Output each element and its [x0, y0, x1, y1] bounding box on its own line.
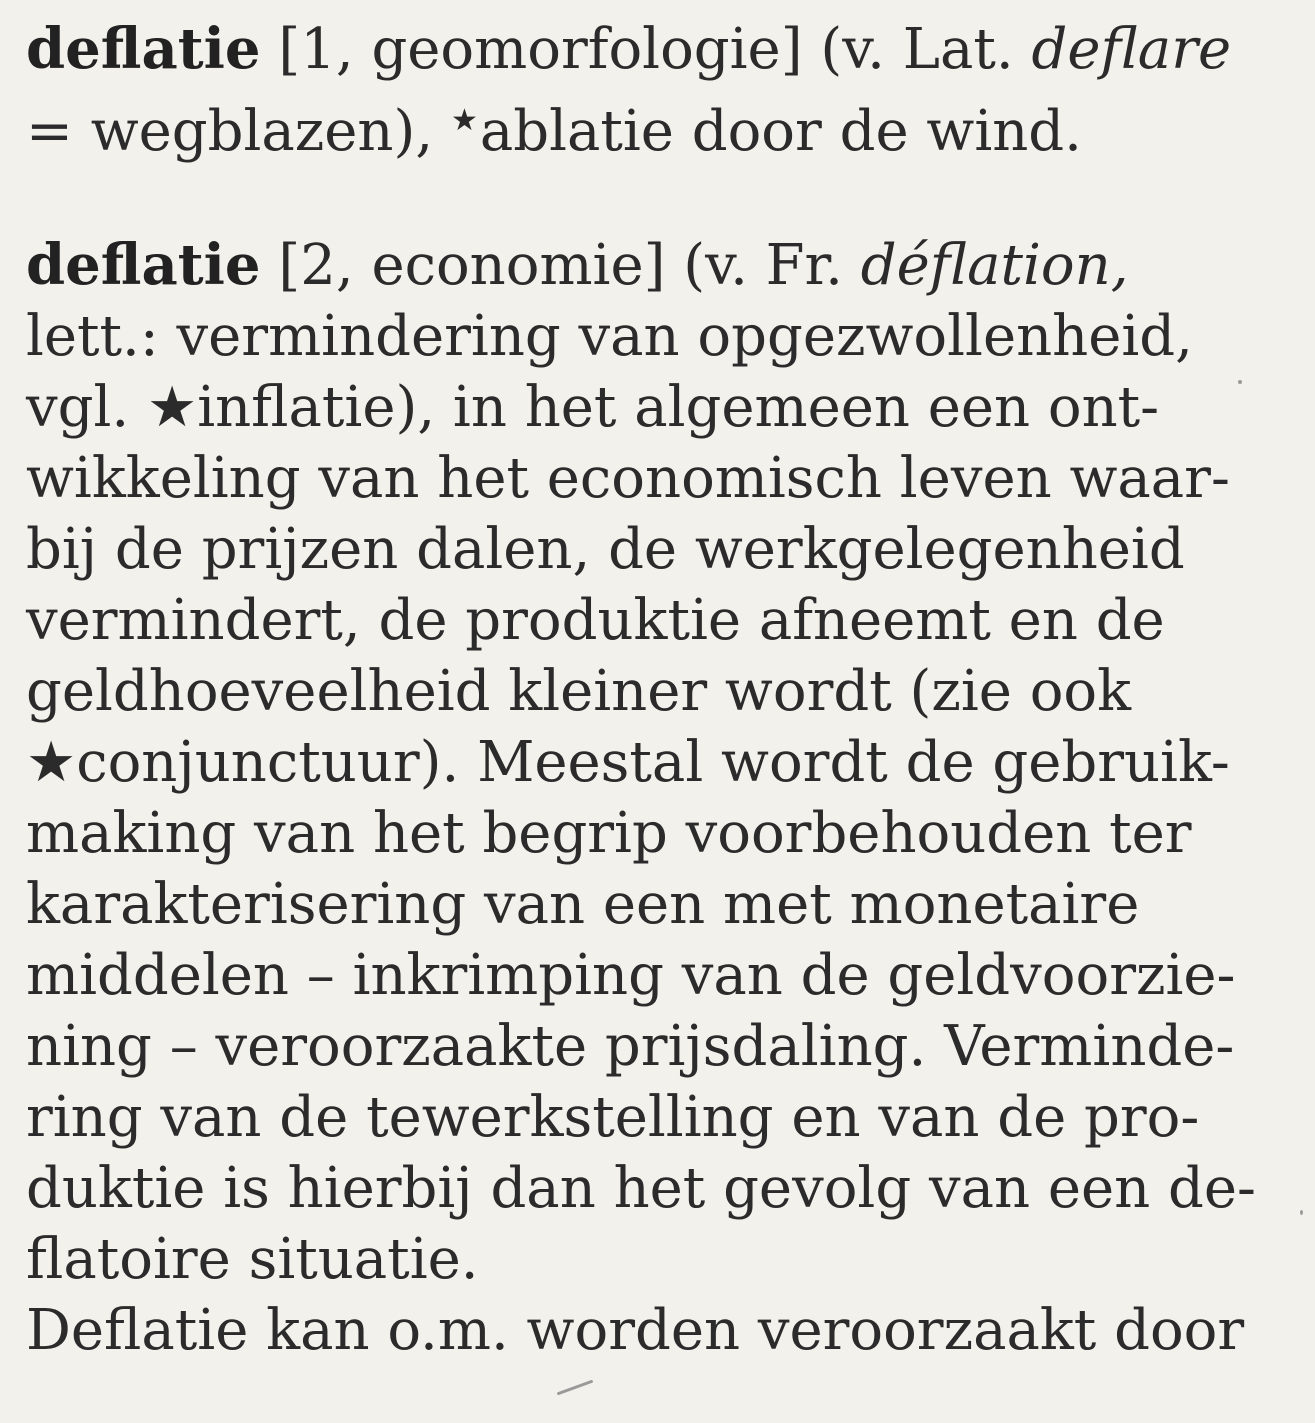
entry2-body-line: vgl. ★inflatie), in het algemeen een ont- — [26, 375, 1160, 440]
entry2-body-line: lett.: vermindering van opgezwollenheid, — [26, 304, 1193, 369]
entry1-line2-text: = wegblazen), — [26, 99, 451, 164]
entry1-headword: deflatie — [26, 16, 261, 82]
paper-speck — [557, 1380, 594, 1396]
entry1-line1-text: [1, geomorfologie] (v. Lat. — [260, 17, 1032, 82]
entry2-body-line: duktie is hierbij dan het gevolg van een de- — [26, 1156, 1256, 1221]
entry2-body-line: wikkeling van het economisch leven waar- — [26, 446, 1230, 511]
entry2-body-line: making van het begrip voorbehouden ter — [26, 801, 1192, 866]
entry1-etymology-italic: deflare — [1031, 17, 1232, 82]
paper-speck — [1238, 380, 1242, 384]
dictionary-page — [26, 14, 1296, 1366]
entry2-line-1 — [26, 230, 1296, 301]
entry2-body-line: ning – veroorzaakte prijsdaling. Verminde- — [26, 1014, 1235, 1079]
entry2-body-line: Deflatie kan o.m. worden veroorzaakt door — [26, 1298, 1245, 1363]
entry2-body-line: geldhoeveelheid kleiner wordt (zie ook — [26, 659, 1132, 724]
entry1-line-2 — [26, 85, 1296, 164]
cross-reference-star-icon: ★ — [450, 103, 478, 138]
entry-separator — [26, 156, 1296, 230]
entry2-body-line: middelen – inkrimping van de geldvoorzie- — [26, 943, 1236, 1008]
entry2-body-line: ★conjunctuur). Meestal wordt de gebruik- — [26, 730, 1230, 795]
entry1-line-1 — [26, 14, 1296, 85]
entry2-headword: deflatie — [26, 232, 261, 298]
entry2-line1-text: [2, economie] (v. Fr. — [260, 233, 861, 298]
entry2-body-line: flatoire situatie. — [26, 1227, 479, 1292]
entry2-body-line: karakterisering van een met monetaire — [26, 872, 1140, 937]
entry1-cross-reference: ablatie door de wind. — [479, 99, 1082, 164]
entry2-body-line: vermindert, de produktie afneemt en de — [26, 588, 1165, 653]
entry2-body-line: ring van de tewerkstelling en van de pro- — [26, 1085, 1200, 1150]
entry2-body-line: bij de prijzen dalen, de werkgelegenheid — [26, 517, 1185, 582]
paper-speck — [1300, 1210, 1303, 1215]
entry2-etymology-italic: déflation, — [860, 233, 1129, 298]
